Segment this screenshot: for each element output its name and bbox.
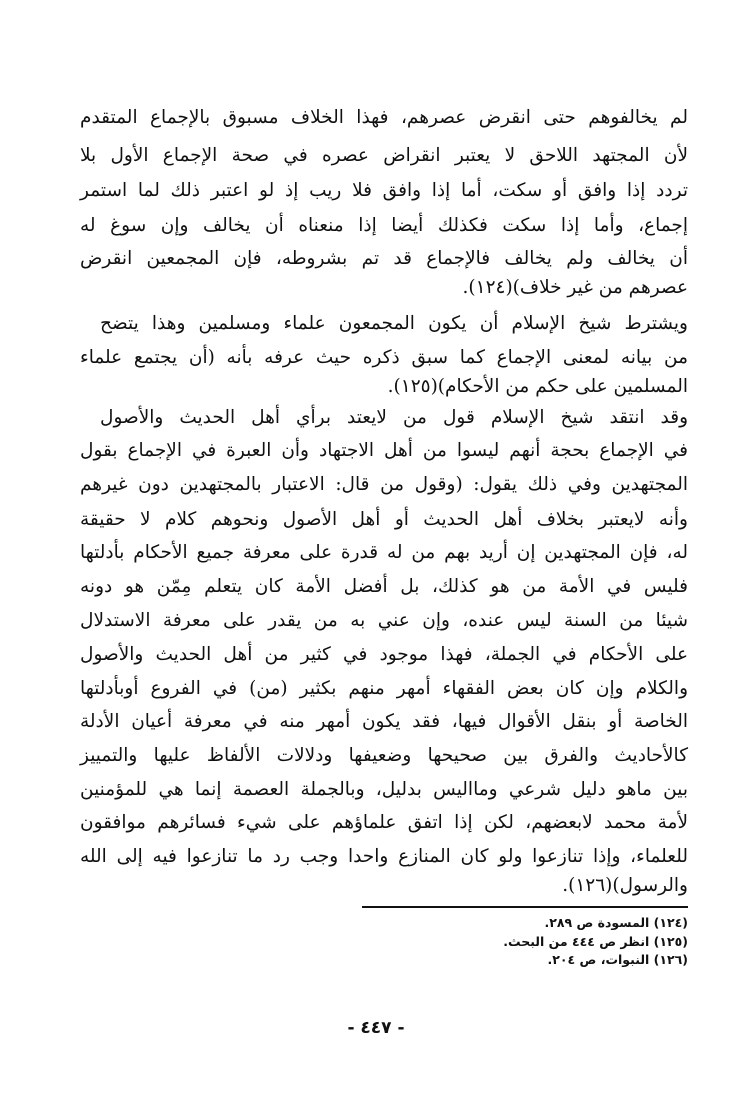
footnote-126: (١٢٦) النبوات، ص ٢٠٤. (547, 952, 688, 967)
text-line: لأمة محمد لابعضهم، لكن إذا اتفق علماؤهم على شيء فسائرهم موافقون (80, 812, 688, 833)
paragraph-start-line: ويشترط شيخ الإسلام أن يكون المجمعون علماء ومسلمين وهذا يتضح (100, 313, 688, 334)
text-line: المسلمين على حكم من الأحكام)(١٢٥). (387, 376, 688, 397)
text-line: وأنه لايعتبر بخلاف أهل الحديث أو أهل الأصول ونحوهم كلام لا حقيقة (80, 509, 688, 530)
text-line: والكلام وإن كان بعض الفقهاء أمهر منهم بكثير (من) في الفروع أوبأدلتها (80, 678, 688, 699)
text-line: من بيانه لمعنى الإجماع كما سبق ذكره حيث عرفه بأنه (أن يجتمع علماء (80, 347, 688, 368)
text-line: الخاصة أو بنقل الأقوال فيها، فقد يكون أمهر منه في معرفة أعيان الأدلة (80, 711, 688, 732)
footnote-separator (362, 906, 688, 908)
text-line: كالأحاديث والفرق بين صحيحها وضعيفها ودلالات الألفاظ عليها والتمييز (80, 745, 688, 766)
text-line: على الأحكام في الجملة، فهذا موجود في كثير من أهل الحديث والأصول (80, 644, 688, 665)
text-line: المجتهدين وفي ذلك يقول: (وقول من قال: الاعتبار بالمجتهدين دون غيرهم (80, 474, 688, 495)
text-line: شيئا من السنة ليس عنده، وإن عني به من يقدر على معرفة الاستدلال (80, 610, 688, 631)
footnote-124: (١٢٤) المسودة ص ٢٨٩. (544, 915, 688, 930)
text-line: له، فإن المجتهدين إن أريد بهم من له قدرة على معرفة جميع الأحكام بأدلتها (80, 542, 688, 563)
text-line: عصرهم من غير خلاف)(١٢٤). (462, 277, 688, 298)
text-line: في الإجماع بحجة أنهم ليسوا من أهل الاجتهاد وأن العبرة في الإجماع بقول (80, 440, 688, 461)
text-line: والرسول)(١٢٦). (562, 875, 688, 896)
text-line: لأن المجتهد اللاحق لا يعتبر انقراض عصره في صحة الإجماع الأول بلا (80, 145, 688, 166)
text-line: تردد إذا وافق أو سكت، أما إذا وافق فلا ريب إذ لو اعتبر ذلك لما استمر (80, 180, 688, 201)
text-line: أن يخالف ولم يخالف فالإجماع قد تم بشروطه، فإن المجمعين انقرض (80, 248, 688, 269)
text-line: إجماع، وأما إذا سكت فكذلك أيضا إذا منعناه أن يخالف وإن سوغ له (80, 215, 688, 236)
paragraph-start-line: وقد انتقد شيخ الإسلام قول من لايعتد برأي أهل الحديث والأصول (100, 407, 688, 428)
text-line: لم يخالفوهم حتى انقرض عصرهم، فهذا الخلاف مسبوق بالإجماع المتقدم (80, 107, 688, 128)
page-number: - ٤٤٧ - (347, 1018, 405, 1038)
text-line: فليس في الأمة من هو كذلك، بل أفضل الأمة كان يتعلم مِمّن هو دونه (80, 576, 688, 597)
footnote-125: (١٢٥) انظر ص ٤٤٤ من البحث. (503, 934, 688, 949)
text-line: للعلماء، وإذا تنازعوا ولو كان المنازع واحدا وجب رد ما تنازعوا فيه إلى الله (80, 846, 688, 867)
text-line: بين ماهو دليل شرعي ومااليس بدليل، وبالجملة العصمة إنما هي للمؤمنين (80, 779, 688, 800)
